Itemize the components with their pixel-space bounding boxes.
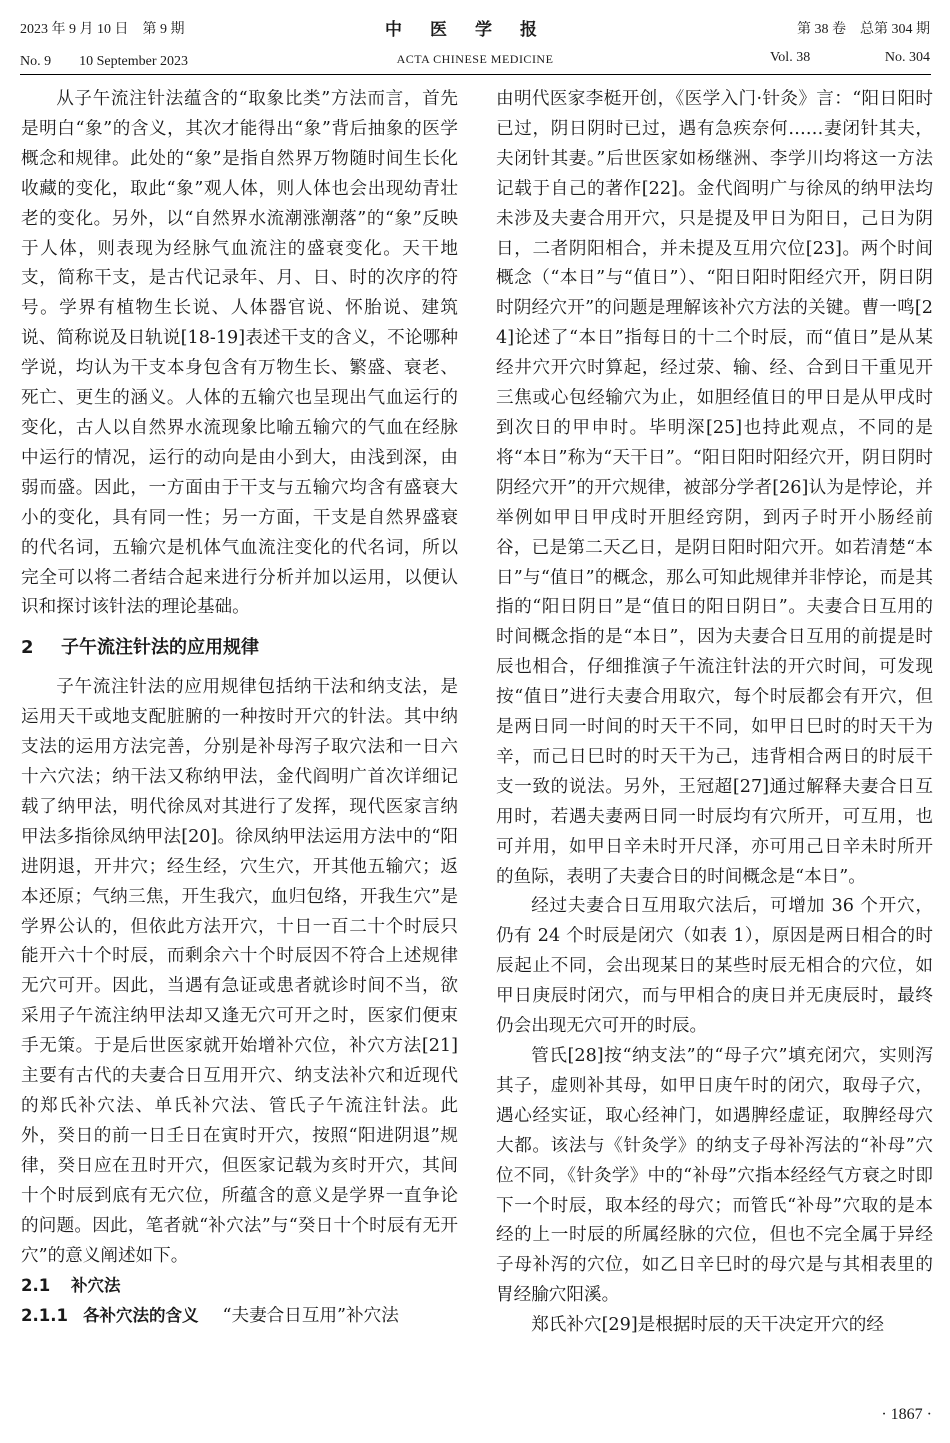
subsubsection-number: 2.1.1 bbox=[21, 1306, 68, 1326]
paragraph: 由明代医家李梃开创，《医学入门·针灸》言：“阳日阳时已过，阴日阴时已过，遇有急疾奈何……妻闭针其夫，夫闭针其妻。”后世医家如杨继洲、李学川均将这一方法记载于自己的著作[22]。金代阎明广与徐凤的纳甲法均未涉及夫妻合用开穴，只是提及甲日为阳日，己日为阴日，二者阴阳相合，并未提及互用穴位[23]。两个时间概念（“本日”与“值日”）、“阳日阳时阳经穴开，阴日阴时阴经穴开”的问题是理解该补穴方法的关键。曹一鸣[24]论述了“本日”指每日的十二个时辰，而“值日”是从某经井穴开穴时算起，经过荥、输、经、合到日干重见开三焦或心包经输穴为止，如胆经值日的甲日是从甲戌时到次日的甲申时。毕明深[25]也持此观点，不同的是将“本日”称为“天干日”。“阳日阳时阳经穴开，阴日阴时阴经穴开”的开穴规律，被部分学者[26]认为是悖论，并举例如甲日甲戌时开胆经窍阴，到丙子时开小肠经前谷，已是第二天乙日，是阴日阳时阳穴开。如若清楚“本日”与“值日”的概念，那么可知此规律并非悖论，而是其指的“阳日阴日”是“值日的阳日阴日”。夫妻合日互用的时间概念指的是“本日”，因为夫妻合日互用的前提是时辰也相合，仔细推演子午流注针法的开穴时间，可发现按“值日”进行夫妻合用取穴，每个时辰都会有开穴，但是两日同一时间的时天干不同，如甲日巳时的时天干为辛，而己日巳时的时天干为己，违背相合两日的时辰干支一致的说法。另外，王冠超[27]通过解释夫妻合日互用时，若遇夫妻两日同一时辰均有穴所开，可互用，也可并用，如甲日辛未时开尺泽，亦可用己日辛未时所开的鱼际，表明了夫妻合日的时间概念是“本日”。 bbox=[496, 89, 933, 887]
right-column bbox=[496, 85, 933, 1341]
paragraph: 管氏[28]按“纳支法”的“母子穴”填充闭穴，实则泻其子，虚则补其母，如甲日庚午时的闭穴，取母子穴，遇心经实证，取心经神门，如遇脾经虚证，取脾经母穴大都。该法与《针灸学》的纳支子母补泻法的“补母”穴位不同，《针灸学》中的“补母”穴指本经经气方衰之时即下一个时辰，取本经的母穴；而管氏“补母”穴取的是本经的上一时辰的所属经脉的穴位，但也不完全属于异经子母补泻的穴位，如乙日辛巳时的母穴是与其相表里的胃经腧穴阳溪。 bbox=[496, 1046, 933, 1306]
subsubsection-title: 各补穴法的含义 bbox=[83, 1306, 199, 1326]
section-title: 子午流注针法的应用规律 bbox=[61, 637, 259, 659]
header-date-cn: 2023 年 9 月 10 日 第 9 期 bbox=[20, 22, 185, 37]
paragraph: 经过夫妻合日互用取穴法后，可增加 36 个开穴，仍有 24 个时辰是闭穴（如表 1），原因是两日相合的时辰起止不同，会出现某日的某些时辰无相合的穴位，如甲日庚辰时闭穴，而与甲相合的庚日并无庚辰时，最终仍会出现无穴可开的时辰。 bbox=[496, 896, 933, 1037]
subsubsection-heading bbox=[21, 1301, 458, 1332]
page-number: · 1867 · bbox=[881, 1406, 932, 1423]
header-rule bbox=[20, 74, 931, 75]
paragraph: 子午流注针法的应用规律包括纳干法和纳支法，是运用天干或地支配脏腑的一种按时开穴的针法。其中纳支法的运用方法完善，分别是补母泻子取穴法和一日六十六穴法；纳干法又称纳甲法，金代阎明广首次详细记载了纳甲法，明代徐凤对其进行了发挥，现代医家言纳甲法多指徐凤纳甲法[20]。徐凤纳甲法运用方法中的“阳进阴退，开井穴；经生经，穴生穴，开其他五输穴；返本还原；气纳三焦，开生我穴，血归包络，开我生穴”是学界公认的，但依此方法开穴，十日一百二十个时辰只能开六十个时辰，而剩余六十个时辰因不符合上述规律无穴可开。因此，当遇有急证或患者就诊时间不当，欲采用子午流注纳甲法却又逢无穴可开之时，医家们便束手无策。于是后世医家就开始增补穴位，补穴方法[21]主要有古代的夫妻合日互用开穴、纳支法补穴和近现代的郑氏补穴法、单氏补穴法、管氏子午流注针法。此外，癸日的前一日壬日在寅时开穴，按照“阳进阴退”规律，癸日应在丑时开穴，但医家记载为亥时开穴，其间十个时辰到底有无穴位，所蕴含的意义是学界一直争论的问题。因此，笔者就“补穴法”与“癸日十个时辰有无开穴”的意义阐述如下。 bbox=[21, 677, 458, 1266]
subsection-number: 2.1 bbox=[21, 1276, 51, 1296]
section-heading bbox=[21, 633, 458, 663]
paragraph: 郑氏补穴[29]是根据时辰的天干决定开穴的经 bbox=[531, 1315, 884, 1336]
subsubsection-lead: “夫妻合日互用”补穴法 bbox=[222, 1306, 399, 1327]
left-column bbox=[21, 85, 458, 1332]
journal-title-cn: 中医学报 bbox=[385, 20, 565, 40]
header-issue-en: No. 304 bbox=[884, 50, 930, 65]
header-volume-cn: 第 38 卷 总第 304 期 bbox=[797, 22, 930, 37]
header-date-en: No. 9 10 September 2023 bbox=[20, 54, 188, 69]
journal-title-en: ACTA CHINESE MEDICINE bbox=[396, 52, 554, 66]
section-number: 2 bbox=[21, 637, 34, 659]
subsection-title: 补穴法 bbox=[71, 1276, 121, 1296]
header-volume-en: Vol. 38 bbox=[770, 50, 811, 65]
subsection-heading bbox=[21, 1271, 458, 1301]
paragraph: 从子午流注针法蕴含的“取象比类”方法而言，首先是明白“象”的含义，其次才能得出“象”背后抽象的医学概念和规律。此处的“象”是指自然界万物随时间生长化收藏的变化，取此“象”观人体，则人体也会出现幼青壮老的变化。另外，以“自然界水流潮涨潮落”的“象”反映于人体，则表现为经脉气血流注的盛衰变化。天干地支，简称干支，是古代记录年、月、日、时的次序的符号。学界有植物生长说、人体器官说、怀胎说、建筑说、简称说及日轨说[18-19]表述干支的含义，不论哪种学说，均认为干支本身包含有万物生长、繁盛、衰老、死亡、更生的涵义。人体的五输穴也呈现出气血运行的变化，古人以自然界水流现象比喻五输穴的气血在经脉中运行的情况，运行的动向是由小到大，由浅到深，由弱而盛。因此，一方面由于干支与五输穴均含有盛衰大小的变化，具有同一性；另一方面，干支是自然界盛衰的代名词，五输穴是机体气血流注变化的代名词，所以完全可以将二者结合起来进行分析并加以运用，以便认识和探讨该针法的理论基础。 bbox=[21, 89, 458, 618]
